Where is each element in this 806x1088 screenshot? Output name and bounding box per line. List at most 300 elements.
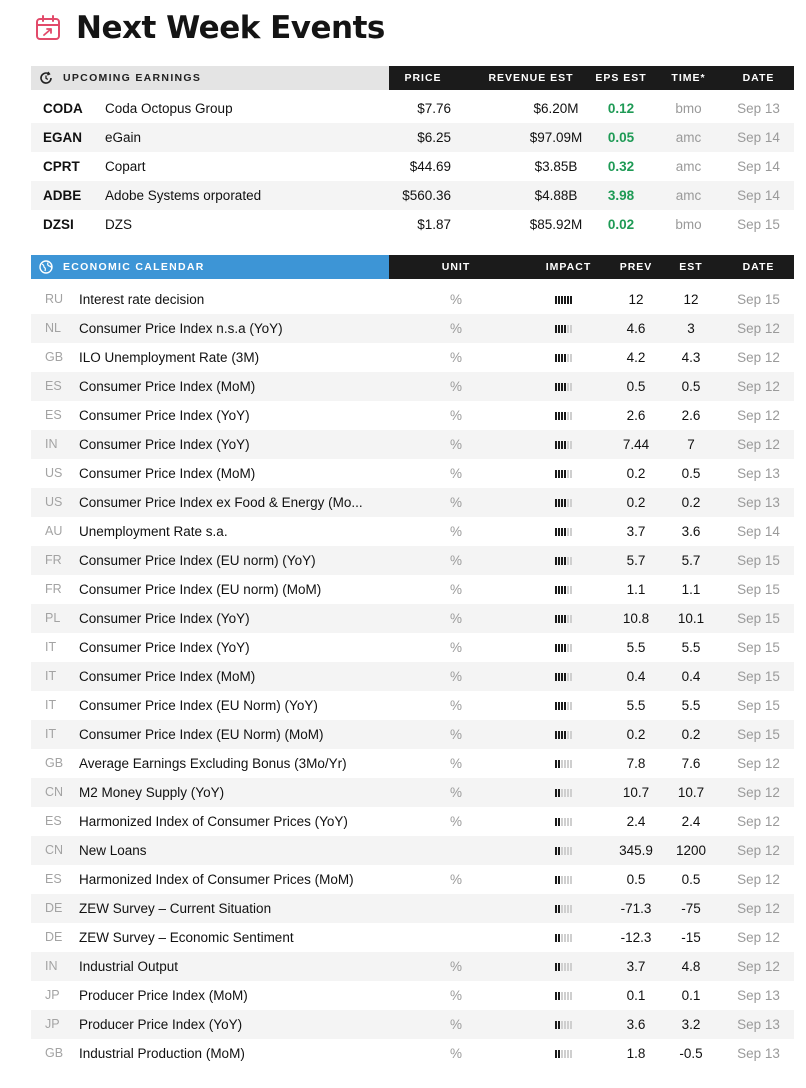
impact-bar: [561, 992, 563, 1000]
country-code: DE: [45, 930, 63, 944]
earnings-row[interactable]: [31, 94, 794, 123]
impact-bar: [555, 644, 557, 652]
impact-bar: [570, 325, 572, 333]
impact-bar: [561, 934, 563, 942]
economic-row[interactable]: [31, 923, 794, 952]
prev-value: 0.2: [626, 495, 646, 510]
prev-value: 0.2: [626, 727, 646, 742]
impact-bar: [567, 383, 569, 391]
impact-bar: [558, 760, 560, 768]
impact-bar: [570, 499, 572, 507]
event-name: M2 Money Supply (YoY): [79, 785, 225, 800]
impact-bar: [570, 702, 572, 710]
economic-row[interactable]: [31, 894, 794, 923]
impact-meter: [555, 586, 572, 594]
country-code: FR: [45, 582, 62, 596]
economic-row[interactable]: [31, 952, 794, 981]
impact-bar: [567, 731, 569, 739]
impact-bar: [561, 1050, 563, 1058]
impact-bar: [561, 383, 563, 391]
impact-bar: [561, 963, 563, 971]
event-name: Consumer Price Index (YoY): [79, 408, 250, 423]
impact-bar: [561, 789, 563, 797]
est-value: 0.5: [681, 872, 701, 887]
event-name: ZEW Survey – Current Situation: [79, 901, 272, 916]
earnings-header: [31, 66, 794, 90]
impact-bar: [561, 412, 563, 420]
country-code: RU: [45, 292, 64, 306]
impact-meter: [555, 528, 572, 536]
est-value: 7.6: [681, 756, 701, 771]
ticker: CPRT: [43, 159, 80, 174]
event-name: Consumer Price Index (MoM): [79, 669, 256, 684]
impact-bar: [570, 1021, 572, 1029]
event-date: Sep 12: [737, 843, 780, 858]
impact-bar: [558, 615, 560, 623]
impact-meter: [555, 412, 572, 420]
economic-row[interactable]: [31, 372, 794, 401]
price: $560.36: [402, 188, 451, 203]
impact-bar: [567, 702, 569, 710]
impact-bar: [555, 702, 557, 710]
country-code: DE: [45, 901, 63, 915]
impact-bar: [570, 354, 572, 362]
impact-bar: [567, 325, 569, 333]
prev-value: 12: [628, 292, 644, 307]
unit: %: [449, 582, 462, 597]
event-name: Consumer Price Index ex Food & Energy (Mo...: [79, 495, 363, 510]
event-date: Sep 14: [737, 524, 780, 539]
page-header: [34, 8, 385, 48]
prev-value: 3.7: [626, 959, 646, 974]
impact-bar: [564, 383, 566, 391]
unit: %: [449, 959, 462, 974]
impact-bar: [558, 412, 560, 420]
impact-bar: [561, 905, 563, 913]
impact-bar: [555, 847, 557, 855]
impact-bar: [564, 963, 566, 971]
economic-row[interactable]: [31, 488, 794, 517]
impact-meter: [555, 847, 572, 855]
unit: %: [449, 640, 462, 655]
col-impact: IMPACT: [545, 261, 592, 273]
impact-bar: [564, 499, 566, 507]
impact-bar: [570, 1050, 572, 1058]
eps-est: 0.05: [607, 130, 635, 145]
est-value: -15: [681, 930, 701, 945]
impact-bar: [567, 354, 569, 362]
impact-bar: [558, 441, 560, 449]
unit: %: [449, 1046, 462, 1061]
est-value: 2.4: [681, 814, 701, 829]
event-date: Sep 12: [737, 408, 780, 423]
unit: %: [449, 408, 462, 423]
impact-bar: [561, 499, 563, 507]
economic-section: [31, 255, 794, 1068]
impact-bar: [555, 557, 557, 565]
earnings-row[interactable]: [31, 152, 794, 181]
impact-bar: [567, 905, 569, 913]
globe-icon: [39, 260, 53, 274]
event-name: Consumer Price Index n.s.a (YoY): [79, 321, 283, 336]
country-code: IT: [45, 640, 57, 654]
economic-row[interactable]: [31, 604, 794, 633]
company-name: eGain: [105, 130, 142, 145]
impact-bar: [561, 673, 563, 681]
col-revenue-est: REVENUE EST: [488, 72, 574, 84]
impact-meter: [555, 789, 572, 797]
event-date: Sep 12: [737, 350, 780, 365]
prev-value: 7.8: [626, 756, 646, 771]
impact-bar: [570, 383, 572, 391]
economic-row[interactable]: [31, 517, 794, 546]
impact-bar: [567, 963, 569, 971]
event-date: Sep 15: [737, 698, 780, 713]
est-value: 0.2: [681, 495, 701, 510]
est-value: 3: [687, 321, 695, 336]
impact-meter: [555, 760, 572, 768]
event-name: New Loans: [79, 843, 147, 858]
report-time: bmo: [675, 101, 702, 116]
impact-bar: [555, 963, 557, 971]
impact-bar: [558, 325, 560, 333]
prev-value: -12.3: [620, 930, 652, 945]
economic-row[interactable]: [31, 981, 794, 1010]
impact-bar: [567, 818, 569, 826]
impact-meter: [555, 1021, 572, 1029]
report-time: bmo: [675, 217, 702, 232]
impact-bar: [561, 615, 563, 623]
prev-value: 4.6: [626, 321, 646, 336]
unit: %: [449, 524, 462, 539]
impact-bar: [564, 354, 566, 362]
economic-row[interactable]: [31, 836, 794, 865]
prev-value: 5.5: [626, 640, 646, 655]
eps-est: 0.02: [607, 217, 635, 232]
prev-value: 1.8: [626, 1046, 646, 1061]
prev-value: 0.1: [626, 988, 646, 1003]
company-name: Coda Octopus Group: [105, 101, 233, 116]
earnings-row[interactable]: [31, 123, 794, 152]
impact-bar: [564, 818, 566, 826]
eps-est: 0.12: [607, 101, 635, 116]
est-value: 10.1: [677, 611, 705, 626]
impact-meter: [555, 963, 572, 971]
country-code: JP: [45, 1017, 60, 1031]
impact-bar: [555, 383, 557, 391]
impact-bar: [570, 470, 572, 478]
economic-row[interactable]: [31, 401, 794, 430]
country-code: CN: [45, 843, 64, 857]
event-name: ILO Unemployment Rate (3M): [79, 350, 260, 365]
revenue-est: $85.92M: [529, 217, 583, 232]
impact-meter: [555, 1050, 572, 1058]
prev-value: 0.5: [626, 379, 646, 394]
impact-bar: [567, 528, 569, 536]
impact-bar: [558, 354, 560, 362]
impact-bar: [555, 354, 557, 362]
col-time: TIME*: [671, 72, 706, 84]
est-value: 4.3: [681, 350, 701, 365]
economic-row[interactable]: [31, 720, 794, 749]
event-name: Consumer Price Index (YoY): [79, 640, 250, 655]
event-date: Sep 12: [737, 930, 780, 945]
est-value: 0.5: [681, 379, 701, 394]
event-name: Consumer Price Index (EU norm) (MoM): [79, 582, 322, 597]
event-date: Sep 12: [737, 321, 780, 336]
impact-meter: [555, 876, 572, 884]
impact-bar: [570, 847, 572, 855]
report-date: Sep 14: [737, 159, 780, 174]
impact-bar: [555, 876, 557, 884]
country-code: NL: [45, 321, 61, 335]
prev-value: 5.7: [626, 553, 646, 568]
company-name: DZS: [105, 217, 132, 232]
country-code: ES: [45, 814, 62, 828]
ticker: CODA: [43, 101, 83, 116]
impact-bar: [558, 1021, 560, 1029]
economic-row[interactable]: [31, 1010, 794, 1039]
economic-header: [31, 255, 794, 279]
event-name: Consumer Price Index (EU norm) (YoY): [79, 553, 316, 568]
impact-bar: [570, 876, 572, 884]
impact-bar: [564, 1021, 566, 1029]
impact-bar: [555, 470, 557, 478]
impact-bar: [567, 470, 569, 478]
impact-meter: [555, 818, 572, 826]
col-econ-date: DATE: [742, 261, 775, 273]
est-value: 4.8: [681, 959, 701, 974]
impact-bar: [558, 731, 560, 739]
event-date: Sep 15: [737, 292, 780, 307]
economic-row[interactable]: [31, 865, 794, 894]
event-date: Sep 13: [737, 466, 780, 481]
event-date: Sep 13: [737, 988, 780, 1003]
event-name: Consumer Price Index (EU Norm) (YoY): [79, 698, 318, 713]
impact-bar: [570, 441, 572, 449]
est-value: 10.7: [677, 785, 705, 800]
event-name: ZEW Survey – Economic Sentiment: [79, 930, 294, 945]
country-code: US: [45, 466, 63, 480]
impact-bar: [558, 296, 560, 304]
unit: %: [449, 785, 462, 800]
event-name: Average Earnings Excluding Bonus (3Mo/Yr): [79, 756, 347, 771]
impact-bar: [564, 325, 566, 333]
impact-bar: [555, 1050, 557, 1058]
impact-bar: [570, 818, 572, 826]
country-code: PL: [45, 611, 61, 625]
impact-bar: [564, 1050, 566, 1058]
col-eps-est: EPS EST: [595, 72, 647, 84]
event-date: Sep 15: [737, 669, 780, 684]
prev-value: 3.7: [626, 524, 646, 539]
impact-bar: [564, 644, 566, 652]
unit: %: [449, 379, 462, 394]
impact-bar: [567, 586, 569, 594]
unit: %: [449, 350, 462, 365]
country-code: GB: [45, 1046, 64, 1060]
impact-bar: [570, 644, 572, 652]
economic-row[interactable]: [31, 633, 794, 662]
impact-bar: [564, 847, 566, 855]
impact-bar: [558, 557, 560, 565]
event-name: Consumer Price Index (MoM): [79, 379, 256, 394]
economic-row[interactable]: [31, 546, 794, 575]
impact-bar: [558, 470, 560, 478]
est-value: 5.5: [681, 698, 701, 713]
impact-bar: [558, 876, 560, 884]
country-code: US: [45, 495, 63, 509]
impact-bar: [570, 557, 572, 565]
impact-meter: [555, 673, 572, 681]
impact-bar: [561, 325, 563, 333]
impact-bar: [567, 412, 569, 420]
unit: [441, 923, 471, 952]
impact-bar: [555, 441, 557, 449]
est-value: 0.4: [681, 669, 701, 684]
economic-row[interactable]: [31, 575, 794, 604]
impact-bar: [555, 789, 557, 797]
impact-bar: [567, 934, 569, 942]
event-name: Consumer Price Index (MoM): [79, 466, 256, 481]
impact-bar: [570, 905, 572, 913]
unit: %: [449, 814, 462, 829]
impact-bar: [561, 818, 563, 826]
impact-bar: [564, 905, 566, 913]
impact-meter: [555, 615, 572, 623]
event-date: Sep 15: [737, 640, 780, 655]
impact-bar: [558, 789, 560, 797]
calendar-icon: [34, 14, 62, 42]
impact-bar: [558, 702, 560, 710]
price: $1.87: [417, 217, 451, 232]
event-date: Sep 12: [737, 756, 780, 771]
revenue-est: $3.85B: [534, 159, 578, 174]
impact-bar: [555, 615, 557, 623]
prev-value: 2.6: [626, 408, 646, 423]
economic-row[interactable]: [31, 807, 794, 836]
earnings-row[interactable]: [31, 210, 794, 239]
impact-bar: [555, 673, 557, 681]
prev-value: 0.2: [626, 466, 646, 481]
country-code: JP: [45, 988, 60, 1002]
economic-row[interactable]: [31, 285, 794, 314]
impact-meter: [555, 441, 572, 449]
impact-bar: [558, 934, 560, 942]
price: $44.69: [409, 159, 451, 174]
est-value: -0.5: [679, 1046, 703, 1061]
unit: %: [449, 872, 462, 887]
impact-bar: [555, 528, 557, 536]
ticker: DZSI: [43, 217, 74, 232]
economic-row[interactable]: [31, 749, 794, 778]
economic-row[interactable]: [31, 1039, 794, 1068]
impact-bar: [558, 528, 560, 536]
impact-bar: [558, 818, 560, 826]
impact-bar: [564, 441, 566, 449]
report-date: Sep 14: [737, 188, 780, 203]
impact-bar: [564, 412, 566, 420]
report-time: amc: [675, 159, 702, 174]
economic-row[interactable]: [31, 430, 794, 459]
impact-bar: [555, 992, 557, 1000]
impact-bar: [558, 847, 560, 855]
impact-bar: [555, 412, 557, 420]
impact-meter: [555, 992, 572, 1000]
earnings-row[interactable]: [31, 181, 794, 210]
event-name: Consumer Price Index (EU Norm) (MoM): [79, 727, 324, 742]
impact-bar: [567, 557, 569, 565]
prev-value: 4.2: [626, 350, 646, 365]
price: $6.25: [417, 130, 451, 145]
prev-value: 0.5: [626, 872, 646, 887]
impact-bar: [564, 934, 566, 942]
economic-row[interactable]: [31, 778, 794, 807]
prev-value: -71.3: [620, 901, 652, 916]
report-time: amc: [675, 188, 702, 203]
impact-bar: [567, 992, 569, 1000]
prev-value: 2.4: [626, 814, 646, 829]
impact-bar: [564, 760, 566, 768]
revenue-est: $97.09M: [529, 130, 583, 145]
impact-bar: [561, 1021, 563, 1029]
event-name: Producer Price Index (YoY): [79, 1017, 243, 1032]
prev-value: 0.4: [626, 669, 646, 684]
impact-bar: [561, 586, 563, 594]
country-code: IT: [45, 727, 57, 741]
est-value: 2.6: [681, 408, 701, 423]
economic-row[interactable]: [31, 662, 794, 691]
prev-value: 345.9: [619, 843, 653, 858]
impact-bar: [561, 470, 563, 478]
report-date: Sep 14: [737, 130, 780, 145]
est-value: 0.2: [681, 727, 701, 742]
unit: %: [449, 495, 462, 510]
impact-bar: [567, 1050, 569, 1058]
economic-row[interactable]: [31, 459, 794, 488]
economic-row[interactable]: [31, 314, 794, 343]
est-value: 5.5: [681, 640, 701, 655]
economic-row[interactable]: [31, 343, 794, 372]
unit: %: [449, 727, 462, 742]
impact-bar: [555, 934, 557, 942]
impact-bar: [561, 644, 563, 652]
company-name: Copart: [105, 159, 146, 174]
est-value: -75: [681, 901, 701, 916]
impact-bar: [561, 296, 563, 304]
event-name: Consumer Price Index (YoY): [79, 611, 250, 626]
impact-bar: [570, 296, 572, 304]
col-date: DATE: [742, 72, 775, 84]
country-code: GB: [45, 756, 64, 770]
economic-row[interactable]: [31, 691, 794, 720]
country-code: ES: [45, 379, 62, 393]
prev-value: 7.44: [622, 437, 650, 452]
impact-bar: [567, 789, 569, 797]
est-value: 7: [687, 437, 695, 452]
event-date: Sep 12: [737, 959, 780, 974]
impact-meter: [555, 731, 572, 739]
impact-bar: [570, 963, 572, 971]
impact-meter: [555, 644, 572, 652]
prev-value: 10.8: [622, 611, 650, 626]
eps-est: 0.32: [607, 159, 635, 174]
impact-bar: [570, 673, 572, 681]
impact-bar: [567, 847, 569, 855]
impact-bar: [567, 673, 569, 681]
prev-value: 3.6: [626, 1017, 646, 1032]
impact-bar: [558, 586, 560, 594]
